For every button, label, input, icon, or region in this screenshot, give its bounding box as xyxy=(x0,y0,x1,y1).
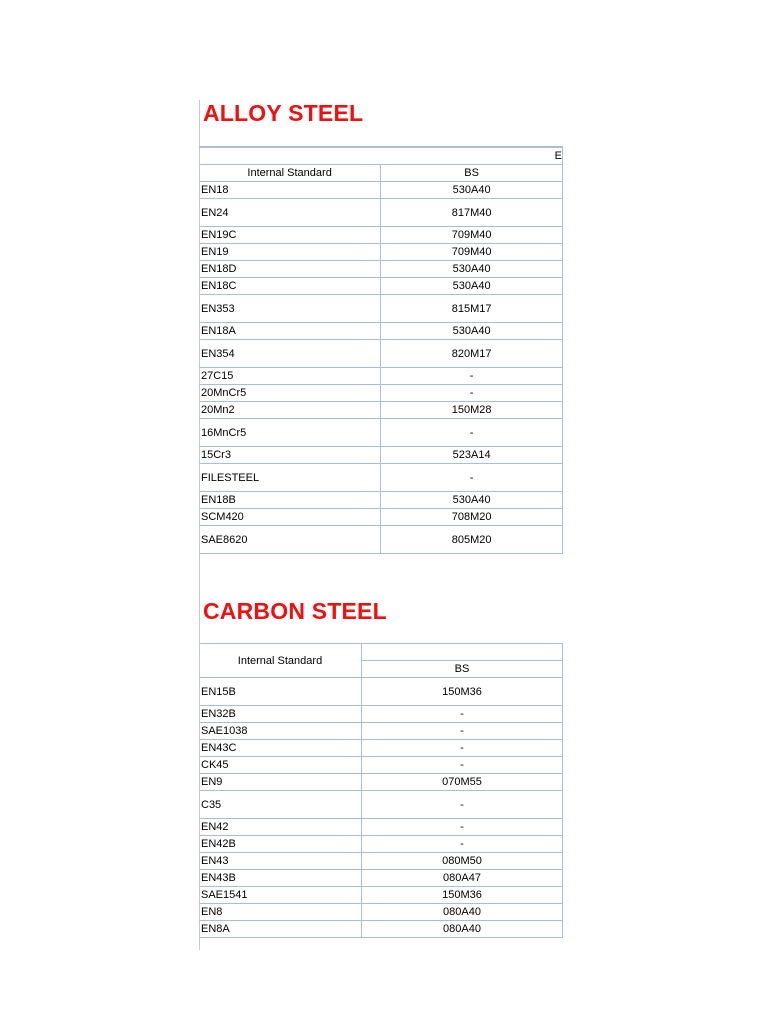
table-row xyxy=(199,385,563,402)
table-row xyxy=(199,323,563,340)
carbon-steel-table xyxy=(199,643,563,938)
internal-standard-cell: EN43B xyxy=(199,870,362,887)
table-row xyxy=(199,402,563,419)
internal-standard-cell: EN18B xyxy=(199,492,381,509)
bs-cell: - xyxy=(362,757,563,774)
header-internal-standard: Internal Standard xyxy=(199,165,381,182)
internal-standard-cell: FILESTEEL xyxy=(199,464,381,492)
table-row xyxy=(199,261,563,278)
bs-cell: - xyxy=(381,464,563,492)
header-bs: BS xyxy=(381,165,563,182)
internal-standard-cell: 27C15 xyxy=(199,368,381,385)
header-band-cell xyxy=(362,644,563,661)
alloy-steel-table xyxy=(199,146,563,554)
table-row xyxy=(199,295,563,323)
internal-standard-cell: EN9 xyxy=(199,774,362,791)
bs-cell: 530A40 xyxy=(381,492,563,509)
table-row xyxy=(199,509,563,526)
bs-cell: - xyxy=(362,819,563,836)
internal-standard-cell: SAE8620 xyxy=(199,526,381,554)
table-row xyxy=(199,836,563,853)
internal-standard-cell: 15Cr3 xyxy=(199,447,381,464)
table-band-row xyxy=(199,147,563,165)
bs-cell: 530A40 xyxy=(381,182,563,199)
internal-standard-cell: EN8A xyxy=(199,921,362,938)
bs-cell: 530A40 xyxy=(381,323,563,340)
internal-standard-cell: 16MnCr5 xyxy=(199,419,381,447)
bs-cell: - xyxy=(381,385,563,402)
band-cell xyxy=(199,147,563,165)
bs-cell: - xyxy=(381,419,563,447)
internal-standard-cell: EN354 xyxy=(199,340,381,368)
table-row xyxy=(199,526,563,554)
internal-standard-cell: CK45 xyxy=(199,757,362,774)
table-row xyxy=(199,774,563,791)
bs-cell: 820M17 xyxy=(381,340,563,368)
alloy-steel-title: ALLOY STEEL xyxy=(203,100,364,126)
bs-cell: - xyxy=(362,740,563,757)
table-row xyxy=(199,757,563,774)
bs-cell: 530A40 xyxy=(381,278,563,295)
bs-cell: 080A40 xyxy=(362,904,563,921)
bs-cell: 805M20 xyxy=(381,526,563,554)
internal-standard-cell: C35 xyxy=(199,791,362,819)
bs-cell: 080A47 xyxy=(362,870,563,887)
internal-standard-cell: EN353 xyxy=(199,295,381,323)
bs-cell: 708M20 xyxy=(381,509,563,526)
internal-standard-cell: EN18A xyxy=(199,323,381,340)
table-row xyxy=(199,447,563,464)
table-row xyxy=(199,904,563,921)
header-bs: BS xyxy=(362,661,563,678)
bs-cell: 815M17 xyxy=(381,295,563,323)
internal-standard-cell: EN42 xyxy=(199,819,362,836)
table-row xyxy=(199,723,563,740)
table-row xyxy=(199,419,563,447)
bs-cell: 709M40 xyxy=(381,227,563,244)
table-row xyxy=(199,278,563,295)
carbon-steel-title: CARBON STEEL xyxy=(203,598,387,624)
internal-standard-cell: EN24 xyxy=(199,199,381,227)
internal-standard-cell: EN18C xyxy=(199,278,381,295)
bs-cell: 080M50 xyxy=(362,853,563,870)
document-page xyxy=(199,0,564,1024)
bs-cell: - xyxy=(381,368,563,385)
bs-cell: 817M40 xyxy=(381,199,563,227)
bs-cell: 070M55 xyxy=(362,774,563,791)
header-row xyxy=(199,644,563,661)
header-internal-standard: Internal Standard xyxy=(199,644,362,678)
internal-standard-cell: 20MnCr5 xyxy=(199,385,381,402)
internal-standard-cell: SAE1038 xyxy=(199,723,362,740)
table-row xyxy=(199,368,563,385)
table-row xyxy=(199,340,563,368)
bs-cell: - xyxy=(362,791,563,819)
table-row xyxy=(199,819,563,836)
internal-standard-cell: EN43C xyxy=(199,740,362,757)
table-row xyxy=(199,182,563,199)
table-row xyxy=(199,464,563,492)
bs-cell: 523A14 xyxy=(381,447,563,464)
bs-cell: 709M40 xyxy=(381,244,563,261)
internal-standard-cell: EN43 xyxy=(199,853,362,870)
table-row xyxy=(199,921,563,938)
table-row xyxy=(199,227,563,244)
table-row xyxy=(199,244,563,261)
internal-standard-cell: EN19 xyxy=(199,244,381,261)
internal-standard-cell: EN8 xyxy=(199,904,362,921)
table-row xyxy=(199,887,563,904)
bs-cell: 530A40 xyxy=(381,261,563,278)
clipped-header-text: E xyxy=(554,150,562,162)
table-row xyxy=(199,199,563,227)
bs-cell: 080A40 xyxy=(362,921,563,938)
table-row xyxy=(199,492,563,509)
bs-cell: 150M36 xyxy=(362,678,563,706)
bs-cell: - xyxy=(362,836,563,853)
bs-cell: - xyxy=(362,706,563,723)
internal-standard-cell: SCM420 xyxy=(199,509,381,526)
internal-standard-cell: EN18D xyxy=(199,261,381,278)
bs-cell: 150M28 xyxy=(381,402,563,419)
header-row xyxy=(199,165,563,182)
internal-standard-cell: EN32B xyxy=(199,706,362,723)
internal-standard-cell: EN42B xyxy=(199,836,362,853)
table-row xyxy=(199,678,563,706)
internal-standard-cell: EN15B xyxy=(199,678,362,706)
bs-cell: - xyxy=(362,723,563,740)
table-row xyxy=(199,706,563,723)
internal-standard-cell: EN18 xyxy=(199,182,381,199)
table-row xyxy=(199,740,563,757)
internal-standard-cell: SAE1541 xyxy=(199,887,362,904)
bs-cell: 150M36 xyxy=(362,887,563,904)
table-row xyxy=(199,791,563,819)
internal-standard-cell: 20Mn2 xyxy=(199,402,381,419)
internal-standard-cell: EN19C xyxy=(199,227,381,244)
table-row xyxy=(199,870,563,887)
table-row xyxy=(199,853,563,870)
